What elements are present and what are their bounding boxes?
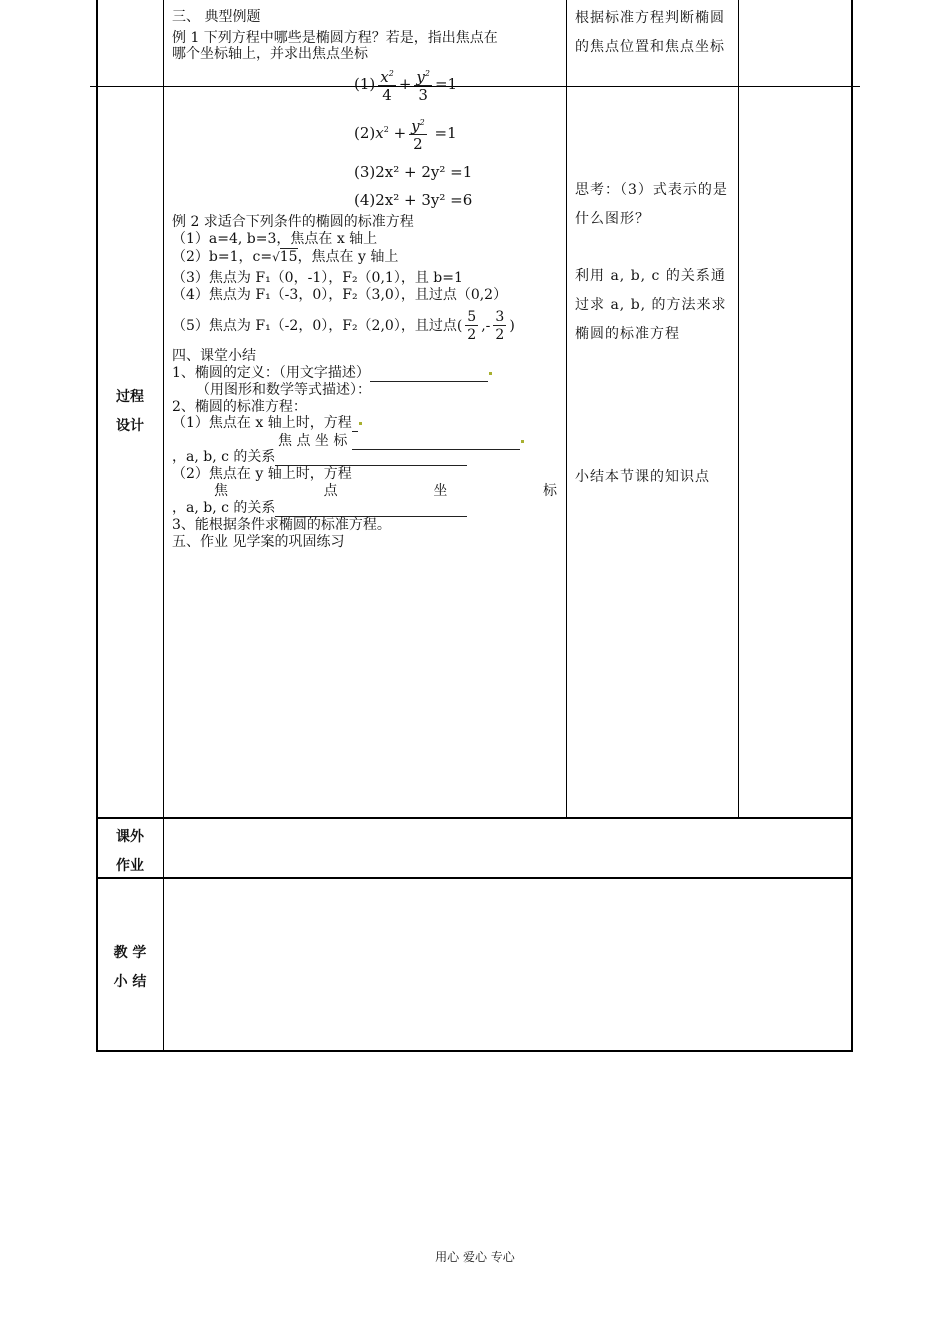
label-summary: 教 学 小 结 <box>113 945 147 990</box>
abc-relation-1: ，a, b, c 的关系 <box>172 449 467 466</box>
example2-title: 例 2 求适合下列条件的椭圆的标准方程 <box>172 214 414 230</box>
section4-title: 四、课堂小结 <box>172 348 256 364</box>
equation-4: (4)2x² + 3y² =6 <box>354 191 473 209</box>
condition-2: （2）b=1，c=√15，焦点在 y 轴上 <box>172 249 399 265</box>
summary-2: 2、椭圆的标准方程： <box>172 399 307 415</box>
col-divider-left <box>163 0 164 1052</box>
summary-1: 1、椭圆的定义：（用文字描述） <box>172 365 493 382</box>
condition-3: （3）焦点为 F₁（0，-1），F₂（0,1），且 b=1 <box>172 270 463 286</box>
note-think: 思考：（3）式表示的是什么图形？ <box>575 182 728 227</box>
condition-5: （5）焦点为 F₁（-2，0），F₂（2,0），且过点( $\frac{5}{2}$ ,- $\frac{3}{2}$ ) <box>172 308 515 343</box>
condition-4: （4）焦点为 F₁（-3，0），F₂（3,0），且过点（0,2） <box>172 287 508 303</box>
note-summary: 小结本节课的知识点 <box>575 469 710 485</box>
focus-coord-y: 焦 点 坐 标 <box>214 483 557 499</box>
summary-1b: （用图形和数学等式描述）： <box>196 382 371 398</box>
col-divider-mid <box>566 0 567 818</box>
section3-title: 三、 典型例题 <box>172 9 261 25</box>
note-method: 利用 a, b, c 的关系通过求 a, b, 的方法来求椭圆的标准方程 <box>575 268 727 342</box>
page-break-line <box>90 86 860 87</box>
summary-2-1: （1）焦点在 x 轴上时，方程 <box>172 415 363 432</box>
row-divider-2 <box>96 877 853 879</box>
label-homework: 课外 作业 <box>116 829 144 874</box>
label-process: 过程 设计 <box>116 389 144 434</box>
focus-coord-x: 焦 点 坐 标 <box>278 433 525 450</box>
page-footer: 用心 爱心 专心 <box>435 1250 515 1264</box>
row-divider-1 <box>96 817 853 819</box>
example1-line2: 哪个坐标轴上，并求出焦点坐标 <box>172 46 368 62</box>
condition-1: （1）a=4, b=3，焦点在 x 轴上 <box>172 231 378 247</box>
equation-3: (3)2x² + 2y² =1 <box>354 163 473 181</box>
equation-1: (1) $\frac{x^2}{4}$ + $\frac{y^2}{3}$ =1 <box>354 68 458 104</box>
abc-relation-2: ，a, b, c 的关系 <box>172 500 467 517</box>
example1-line1: 例 1 下列方程中哪些是椭圆方程？若是，指出焦点在 <box>172 30 498 46</box>
equation-2: $(2)x^2$ + $\frac{y^2}{2}$ =1 <box>354 117 457 153</box>
summary-3: 3、能根据条件求椭圆的标准方程。 <box>172 517 391 533</box>
summary-2-2: （2）焦点在 y 轴上时，方程 <box>172 466 352 482</box>
note-focus-position: 根据标准方程判断椭圆的焦点位置和焦点坐标 <box>575 10 725 55</box>
section5-title: 五、作业 见学案的巩固练习 <box>172 534 345 550</box>
col-divider-right <box>738 0 739 818</box>
